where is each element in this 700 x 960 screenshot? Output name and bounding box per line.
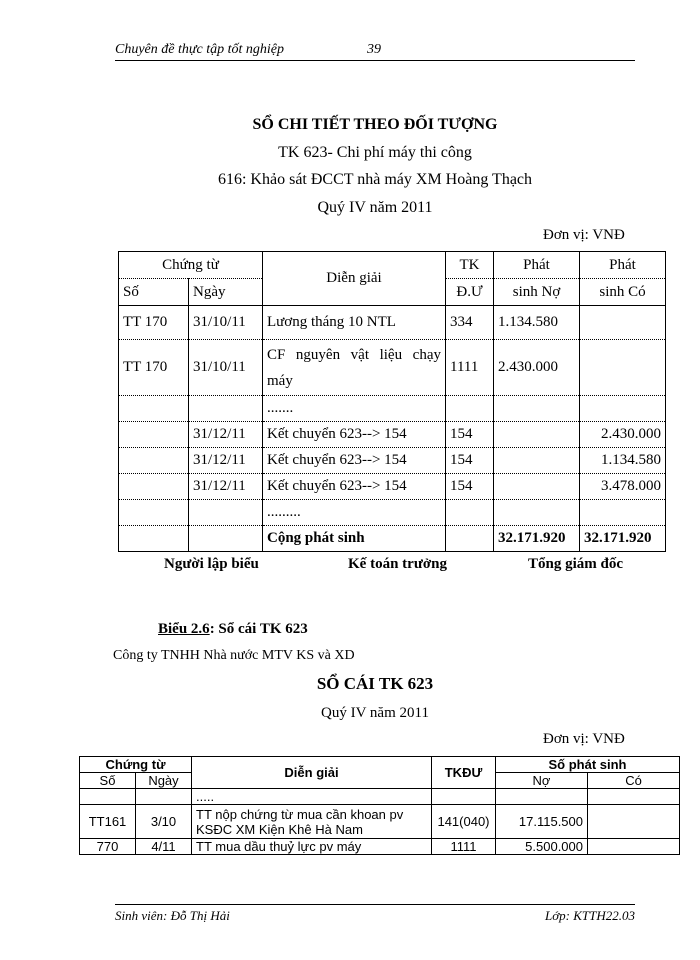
table-row — [119, 448, 666, 474]
footer-student: Sinh viên: Đỗ Thị Hải — [115, 908, 230, 923]
col-so: Số — [119, 279, 189, 306]
cell-dien: Lương tháng 10 NTL — [263, 306, 446, 340]
col-co: Có — [588, 773, 680, 789]
cell-no — [494, 448, 580, 474]
header-title: Chuyên đề thực tập tốt nghiệp — [115, 42, 284, 57]
total-row — [119, 526, 666, 552]
col-ngay: Ngày — [189, 279, 263, 306]
cell-tk — [446, 500, 494, 526]
table-row — [119, 396, 666, 422]
col-chungtu: Chứng từ — [119, 252, 263, 279]
cell-so — [119, 500, 189, 526]
detail-account: TK 623- Chi phí máy thi công — [278, 144, 472, 161]
cell-no — [494, 500, 580, 526]
sign-chief-accountant: Kế toán trưởng — [348, 556, 447, 572]
cell-co — [588, 839, 680, 855]
cell-co — [588, 789, 680, 805]
col-ngay: Ngày — [136, 773, 192, 789]
ledger-caption-label: Biểu 2.6 — [158, 621, 210, 637]
cell-tk: 1111 — [432, 839, 496, 855]
cell-so — [80, 789, 136, 805]
cell-so — [119, 448, 189, 474]
col-diengiai: Diễn giải — [263, 252, 446, 306]
cell-no — [494, 422, 580, 448]
col-co-1: Phát — [580, 252, 666, 279]
ledger-table — [79, 756, 680, 855]
table-row — [80, 805, 680, 839]
cell-no: 17.115.500 — [496, 805, 588, 839]
cell-ngay: 31/10/11 — [189, 306, 263, 340]
cell-co: 1.134.580 — [580, 448, 666, 474]
col-no-1: Phát — [494, 252, 580, 279]
table-row — [119, 474, 666, 500]
detail-unit: Đơn vị: VNĐ — [543, 227, 625, 243]
ledger-caption-title: : Sổ cái TK 623 — [209, 621, 308, 637]
cell-tk: 141(040) — [432, 805, 496, 839]
cell-so: 770 — [80, 839, 136, 855]
total-label: Cộng phát sinh — [263, 526, 446, 552]
col-tk-2: Đ.Ư — [446, 279, 494, 306]
cell-ngay: 31/12/11 — [189, 422, 263, 448]
cell-empty — [189, 526, 263, 552]
cell-ngay — [189, 500, 263, 526]
table-row — [80, 839, 680, 855]
detail-period: Quý IV năm 2011 — [317, 199, 433, 216]
col-no-2: sinh Nợ — [494, 279, 580, 306]
cell-dien: ......... — [263, 500, 446, 526]
cell-no: 2.430.000 — [494, 340, 580, 396]
cell-so — [119, 422, 189, 448]
detail-object: 616: Khảo sát ĐCCT nhà máy XM Hoàng Thạch — [217, 171, 533, 188]
page-number: 39 — [367, 42, 381, 57]
cell-empty — [119, 526, 189, 552]
cell-tk: 154 — [446, 448, 494, 474]
ledger-unit: Đơn vị: VNĐ — [543, 731, 625, 747]
cell-co — [580, 306, 666, 340]
table-row — [80, 789, 680, 805]
cell-dien: CF nguyên vật liệu chạy máy — [263, 340, 446, 396]
table-row — [119, 306, 666, 340]
cell-no — [494, 396, 580, 422]
cell-dien: TT nộp chứng từ mua cần khoan pv KSĐC XM Kiện Khê Hà Nam — [192, 805, 432, 839]
page-header — [115, 40, 635, 61]
cell-tk — [432, 789, 496, 805]
cell-ngay: 4/11 — [136, 839, 192, 855]
cell-dien: TT mua dầu thuỷ lực pv máy — [192, 839, 432, 855]
ledger-period: Quý IV năm 2011 — [321, 705, 429, 721]
col-diengiai: Diễn giải — [192, 757, 432, 789]
cell-tk — [446, 396, 494, 422]
page-footer — [115, 904, 635, 925]
col-so: Số — [80, 773, 136, 789]
table-row — [119, 500, 666, 526]
detail-table — [118, 251, 666, 552]
cell-dien: Kết chuyển 623--> 154 — [263, 474, 446, 500]
cell-dien: Kết chuyển 623--> 154 — [263, 448, 446, 474]
cell-co — [580, 396, 666, 422]
cell-dien: Kết chuyển 623--> 154 — [263, 422, 446, 448]
cell-so — [119, 474, 189, 500]
cell-no: 1.134.580 — [494, 306, 580, 340]
cell-no: 5.500.000 — [496, 839, 588, 855]
cell-dien: ....... — [263, 396, 446, 422]
company-name: Công ty TNHH Nhà nước MTV KS và XD — [113, 648, 355, 663]
ledger-title: SỔ CÁI TK 623 — [316, 674, 434, 693]
cell-ngay — [136, 789, 192, 805]
cell-so: TT 170 — [119, 306, 189, 340]
cell-so: TT161 — [80, 805, 136, 839]
cell-so — [119, 396, 189, 422]
cell-co — [588, 805, 680, 839]
cell-ngay: 31/12/11 — [189, 448, 263, 474]
total-no: 32.171.920 — [494, 526, 580, 552]
footer-class: Lớp: KTTH22.03 — [544, 908, 635, 923]
cell-tk: 334 — [446, 306, 494, 340]
cell-co: 3.478.000 — [580, 474, 666, 500]
cell-ngay — [189, 396, 263, 422]
cell-tk: 154 — [446, 422, 494, 448]
cell-no — [494, 474, 580, 500]
cell-co — [580, 500, 666, 526]
cell-ngay: 3/10 — [136, 805, 192, 839]
col-tk-1: TK — [446, 252, 494, 279]
cell-co: 2.430.000 — [580, 422, 666, 448]
cell-ngay: 31/12/11 — [189, 474, 263, 500]
detail-title: SỔ CHI TIẾT THEO ĐỐI TƯỢNG — [252, 116, 498, 133]
cell-tk: 1111 — [446, 340, 494, 396]
col-tkdu: TKĐƯ — [432, 757, 496, 789]
table-row — [119, 422, 666, 448]
cell-tk: 154 — [446, 474, 494, 500]
ledger-caption — [158, 621, 308, 638]
table-row — [119, 340, 666, 396]
cell-empty — [446, 526, 494, 552]
col-chungtu: Chứng từ — [80, 757, 192, 773]
col-no: Nợ — [496, 773, 588, 789]
cell-so: TT 170 — [119, 340, 189, 396]
cell-no — [496, 789, 588, 805]
cell-co — [580, 340, 666, 396]
col-phatsinh: Số phát sinh — [496, 757, 680, 773]
cell-dien: ..... — [192, 789, 432, 805]
sign-preparer: Người lập biểu — [164, 556, 259, 572]
sign-director: Tổng giám đốc — [528, 556, 624, 572]
total-co: 32.171.920 — [580, 526, 666, 552]
col-co-2: sinh Có — [580, 279, 666, 306]
cell-ngay: 31/10/11 — [189, 340, 263, 396]
